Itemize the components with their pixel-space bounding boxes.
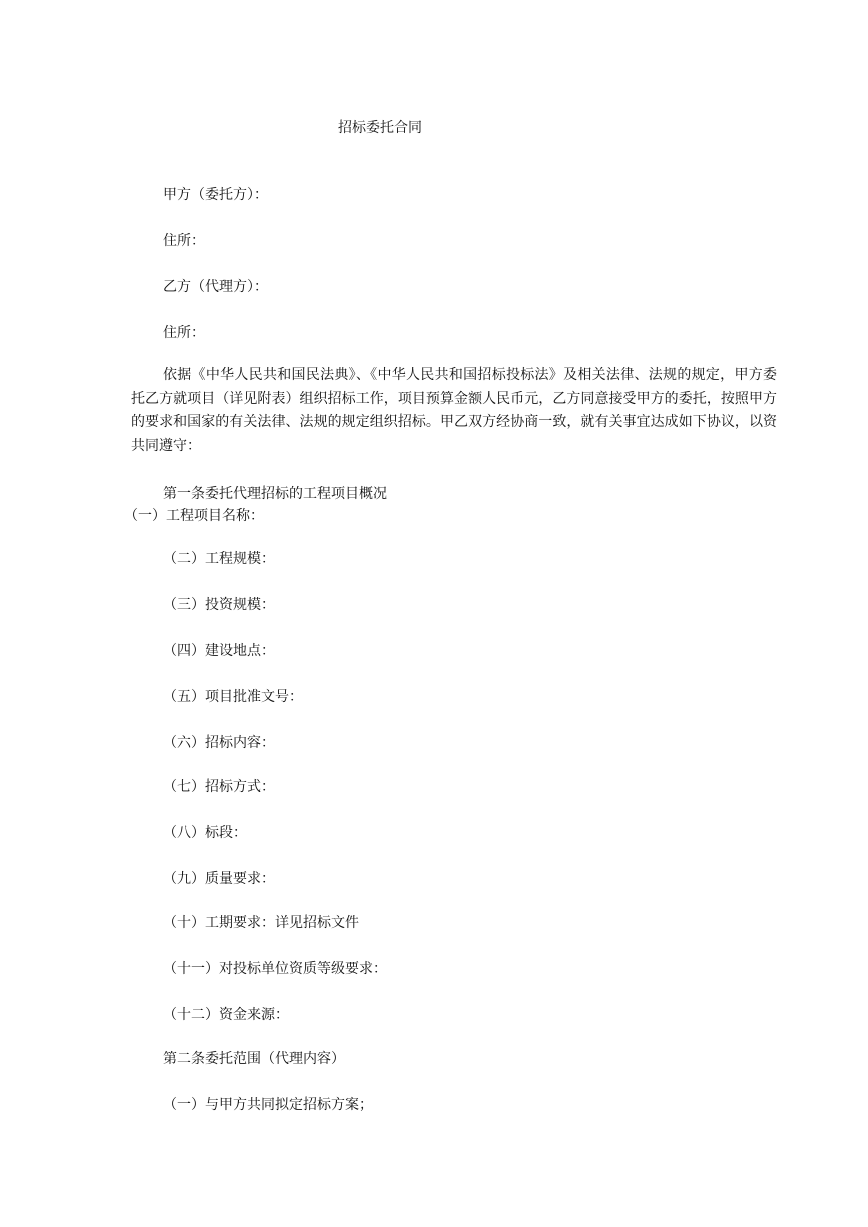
preamble-paragraph: 依据《中华人民共和国民法典》、《中华人民共和国招标投标法》及相关法律、法规的规定，甲方委托乙方就项目（详见附表）组织招标工作，项目预算金额人民币元，乙方同意接受甲方的委托，按照甲方的要求和国家的有关法律、法规的规定组织招标。甲乙双方经协商一致，就有关事宜达成如下协议，以资共同遵守： — [131, 367, 777, 454]
article-1-item: （四）建设地点： — [163, 643, 275, 659]
article-2-item: （一）与甲方共同拟定招标方案； — [163, 1097, 373, 1113]
article-1-item: （七）招标方式： — [163, 779, 275, 795]
article-1-item: （十）工期要求：详见招标文件 — [163, 915, 359, 931]
party-b-address-label: 住所： — [163, 325, 205, 341]
document-title: 招标委托合同 — [338, 120, 422, 136]
party-a-address-label: 住所： — [163, 233, 205, 249]
article-2-heading: 第二条委托范围（代理内容） — [163, 1051, 345, 1067]
article-1-item: （十一）对投标单位资质等级要求： — [163, 961, 387, 977]
party-b-label: 乙方（代理方）： — [163, 279, 268, 295]
article-1-item: （二）工程规模： — [163, 551, 275, 567]
article-1-item: （九）质量要求： — [163, 871, 275, 887]
article-1-item: （五）项目批准文号： — [163, 689, 303, 705]
party-a-label: 甲方（委托方）： — [163, 187, 268, 203]
article-1-item: （十二）资金来源： — [163, 1007, 289, 1023]
article-1-heading: 第一条委托代理招标的工程项目概况 — [163, 486, 387, 502]
article-1-item: （一）工程项目名称： — [124, 508, 264, 524]
article-1-item: （八）标段： — [163, 825, 247, 841]
article-1-item: （六）招标内容： — [163, 735, 275, 751]
article-1-item: （三）投资规模： — [163, 597, 275, 613]
